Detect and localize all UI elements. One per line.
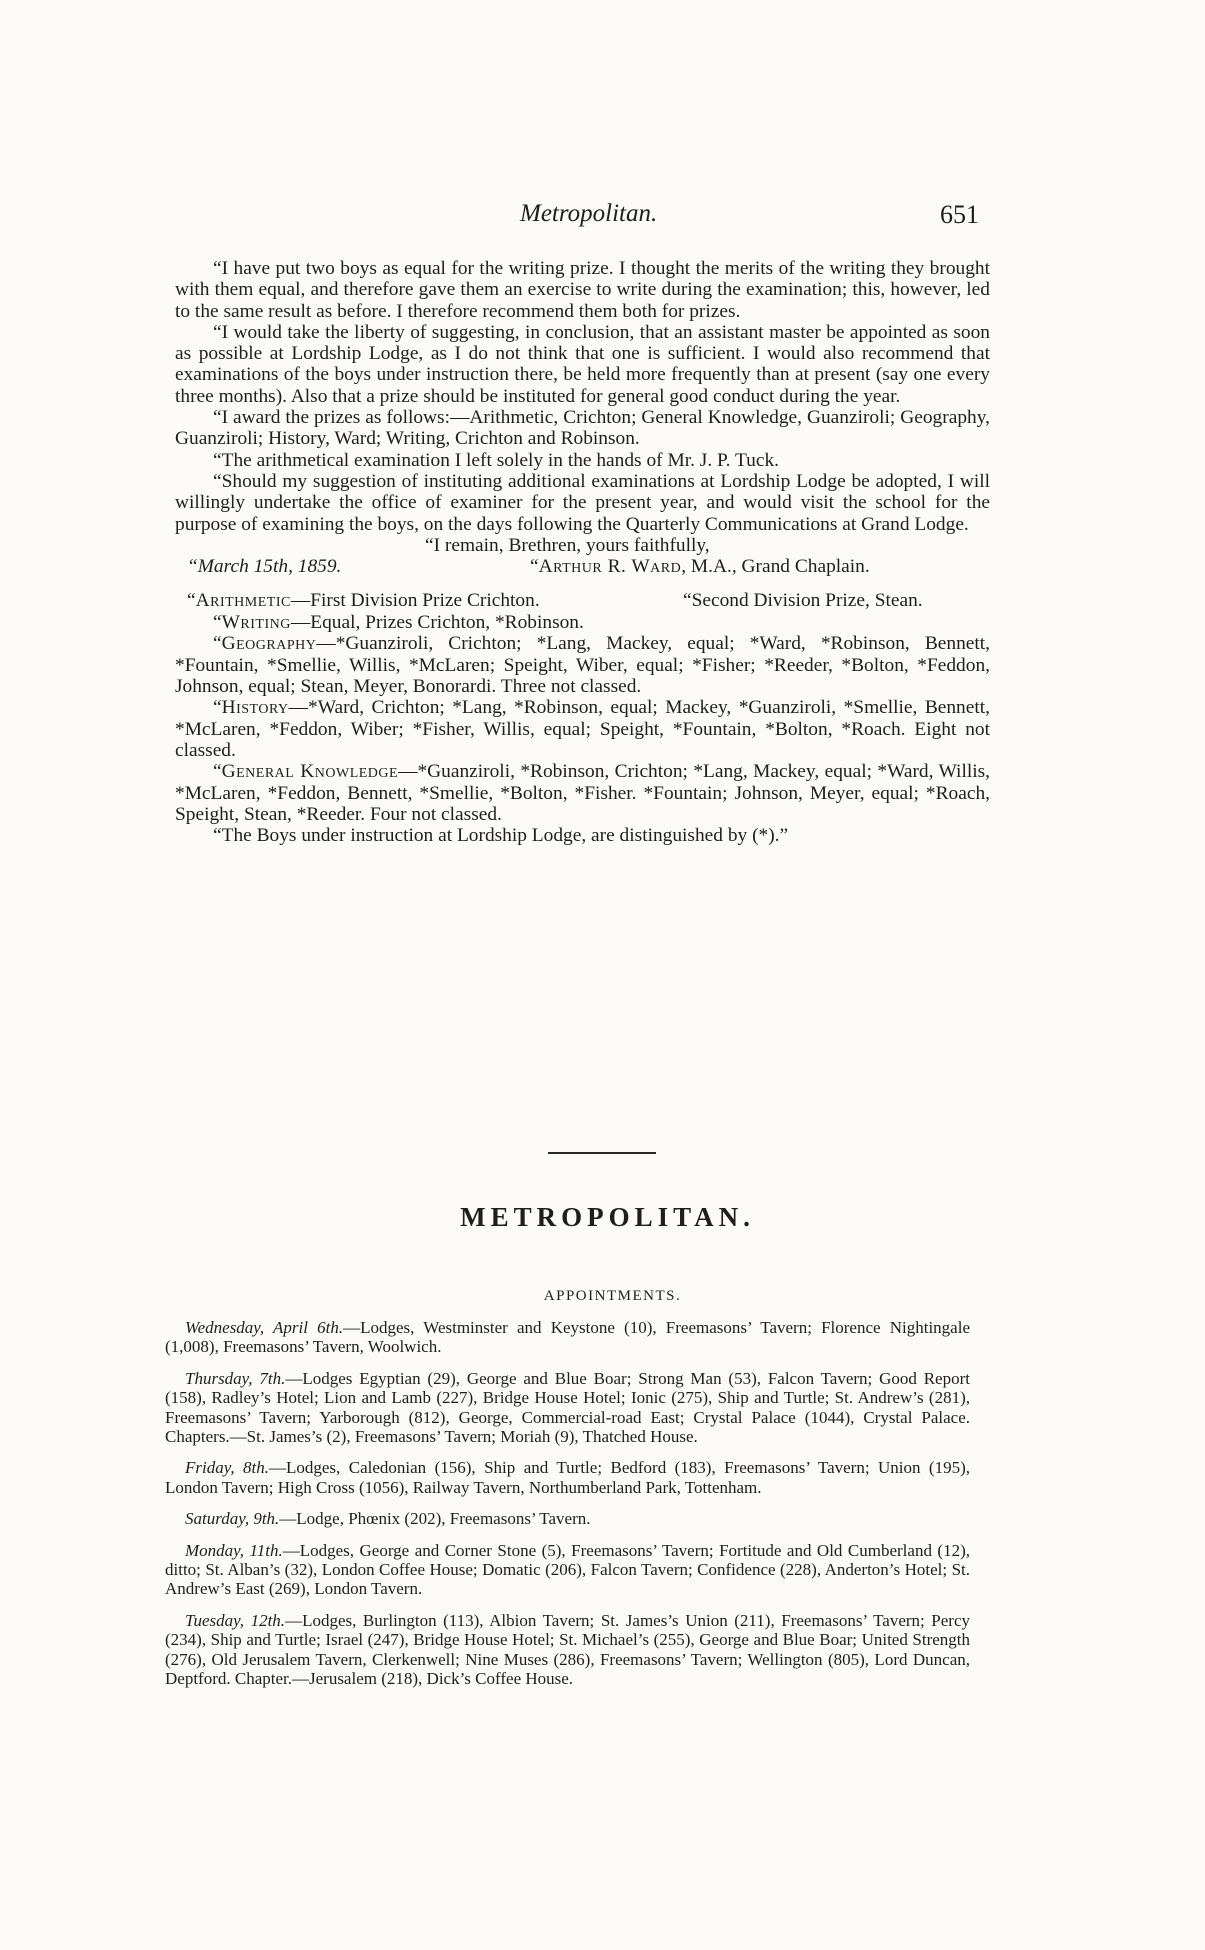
appointment-text: —Lodges Egyptian (29), George and Blue Boar; Strong Man (53), Falcon Tavern; Good Report (158), Radley’s Hotel; Lion and Lamb (227), Bridge House Hotel; Ionic (275), Ship and Turtle; St. Andrew’s (281), Freemasons’ Tavern; Yarborough (812), George, Commercial-road East; Crystal Palace (1044), Crystal Palace. Chapters.—St. James’s (2), Freemasons’ Tavern; Moriah (9), Thatched House.: [165, 1368, 970, 1447]
general-knowledge-text: —*Guanziroli, *Robinson, Crichton; *Lang, Mackey, equal; *Ward, Willis, *McLaren, *Feddon, Bennett, *Smellie, *Bolton, *Fisher. *Fountain; Johnson, Meyer, equal; *Roach, Speight, Stean, *Reeder. Four not classed.: [175, 761, 991, 825]
letter-signature: [530, 556, 870, 577]
signature-prefix: “: [530, 556, 539, 578]
signature-name: Arthur R. Ward: [538, 556, 682, 578]
appointment-entry: [165, 1541, 970, 1599]
appointment-entry: [165, 1318, 970, 1357]
appointment-day: Friday, 8th.: [185, 1458, 269, 1478]
general-knowledge-prize: “General Knowledge—*Guanziroli, *Robinson, Crichton; *Lang, Mackey, equal; *Ward, Willis, *McLaren, *Feddon, Bennett, *Smellie, *Bolton, *Fisher. *Fountain; Johnson, Meyer, equal; *Roach, Speight, Stean, *Reeder. Four not classed.: [175, 761, 991, 825]
appointment-text: —Lodges, Burlington (113), Albion Tavern; St. James’s Union (211), Freemasons’ Tavern; Percy (234), Ship and Turtle; Israel (247), Bridge House Hotel; St. Michael’s (255), George and Blue Boar; United Strength (276), Old Jerusalem Tavern, Clerkenwell; Nine Muses (286), Freemasons’ Tavern; Wellington (805), Lord Duncan, Deptford. Chapter.—Jerusalem (218), Dick’s Coffee House.: [165, 1610, 970, 1689]
geography-prize: “Geography—*Guanziroli, Crichton; *Lang, Mackey, equal; *Ward, *Robinson, Bennett, *Fountain, *Smellie, Willis, *McLaren; Speight, Wiber, equal; *Fisher; *Reeder, *Bolton, *Feddon, Johnson, equal; Stean, Meyer, Bonorardi. Three not classed.: [175, 633, 990, 698]
asterisk-note: “The Boys under instruction at Lordship Lodge, are distinguished by (*).”: [213, 825, 789, 847]
appointment-text: —Lodges, Westminster and Keystone (10), Freemasons’ Tavern; Florence Nightingale (1,008), Freemasons’ Tavern, Woolwich.: [165, 1318, 970, 1357]
arithmetic-first-text: —First Division Prize Crichton.: [290, 590, 540, 612]
geography-label: Geography: [221, 633, 317, 655]
writing-label: Writing: [221, 612, 291, 634]
section-title: METROPOLITAN.: [460, 1202, 755, 1232]
appointment-text: —Lodges, George and Corner Stone (5), Freemasons’ Tavern; Fortitude and Old Cumberland (12), ditto; St. Alban’s (32), London Coffee House; Domatic (206), Falcon Tavern; Confidence (228), Anderton’s Hotel; St. Andrew’s East (269), London Tavern.: [165, 1540, 970, 1599]
appointment-entry: [165, 1611, 970, 1689]
letter-closing: “I remain, Brethren, yours faithfully,: [425, 534, 710, 556]
appointment-day: Monday, 11th.: [185, 1540, 283, 1560]
appointment-day: Saturday, 9th.: [185, 1509, 280, 1529]
letter-paragraph: “Should my suggestion of instituting additional examinations at Lordship Lodge be adopted, I will willingly undertake the office of examiner for the present year, and would visit the school for the purpose of examining the boys, on the days following the Quarterly Communications at Grand Lodge.: [175, 470, 990, 535]
letter-paragraph: “The arithmetical examination I left solely in the hands of Mr. J. P. Tuck.: [213, 449, 779, 471]
appointments-heading: APPOINTMENTS.: [543, 1288, 682, 1304]
letter: [175, 258, 990, 846]
writing-text: —Equal, Prizes Crichton, *Robinson.: [290, 612, 584, 634]
letter-date: “March 15th, 1859.: [187, 556, 342, 578]
history-label: History: [221, 697, 289, 719]
arithmetic-label: Arithmetic: [195, 590, 291, 612]
page-number: 651: [940, 200, 979, 229]
appointment-day: Thursday, 7th.: [185, 1368, 286, 1388]
appointment-day: Tuesday, 12th.: [185, 1610, 286, 1630]
running-head: [0, 200, 1205, 240]
geography-text: —*Guanziroli, Crichton; *Lang, Mackey, equal; *Ward, *Robinson, Bennett, *Fountain, *Smellie, Willis, *McLaren; Speight, Wiber, equal; *Fisher; *Reeder, *Bolton, *Feddon, Johnson, equal; Stean, Meyer, Bonorardi. Three not classed.: [175, 633, 990, 698]
running-title: Metropolitan.: [520, 200, 658, 227]
letter-paragraph: “I have put two boys as equal for the writing prize. I thought the merits of the writing they brought with them equal, and therefore gave them an exercise to write during the examination; this, however, led to the same result as before. I therefore recommend them both for prizes.: [175, 258, 990, 322]
appointment-entry: [165, 1458, 970, 1497]
appointment-day: Wednesday, April 6th.: [185, 1318, 344, 1337]
signature-suffix: , M.A., Grand Chaplain.: [681, 556, 870, 578]
appointment-text: —Lodges, Caledonian (156), Ship and Turtle; Bedford (183), Freemasons’ Tavern; Union (195), London Tavern; High Cross (1056), Railway Tavern, Northumberland Park, Tottenham.: [165, 1458, 970, 1497]
arithmetic-row: [175, 590, 990, 612]
letter-paragraph: “I award the prizes as follows:—Arithmetic, Crichton; General Knowledge, Guanziroli; Geography, Guanziroli; History, Ward; Writing, Crichton and Robinson.: [175, 407, 990, 450]
appointment-text: —Lodge, Phœnix (202), Freemasons’ Tavern.: [279, 1509, 591, 1529]
general-knowledge-label: General Knowledge: [221, 761, 399, 783]
appointment-entry: [165, 1509, 970, 1528]
letter-paragraph: “I would take the liberty of suggesting, in conclusion, that an assistant master be appointed as soon as possible at Lordship Lodge, as I do not think that one is sufficient. I would also recommend that examinations of the boys under instruction there, be held more frequently than at present (say one every three months). Also that a prize should be instituted for general good conduct during the year.: [175, 321, 990, 407]
arithmetic-first: “Arithmetic—First Division Prize Crichton.: [187, 590, 540, 612]
arithmetic-second: “Second Division Prize, Stean.: [683, 590, 923, 612]
appointments-list: [165, 1318, 970, 1701]
section-divider: [548, 1152, 656, 1154]
appointment-entry: [165, 1369, 970, 1447]
writing-prize: “Writing—Equal, Prizes Crichton, *Robinson.: [213, 612, 584, 634]
history-text: —*Ward, Crichton; *Lang, *Robinson, equal; Mackey, *Guanziroli, *Smellie, Bennett, *McLaren, *Feddon, Wiber; *Fisher, Willis, equal; Speight, *Fountain, *Bolton, *Roach. Eight not classed.: [175, 697, 990, 761]
history-prize: “History—*Ward, Crichton; *Lang, *Robinson, equal; Mackey, *Guanziroli, *Smellie, Bennett, *McLaren, *Feddon, Wiber; *Fisher, Willis, equal; Speight, *Fountain, *Bolton, *Roach. Eight not classed.: [175, 697, 990, 761]
signature-row: [175, 556, 990, 578]
